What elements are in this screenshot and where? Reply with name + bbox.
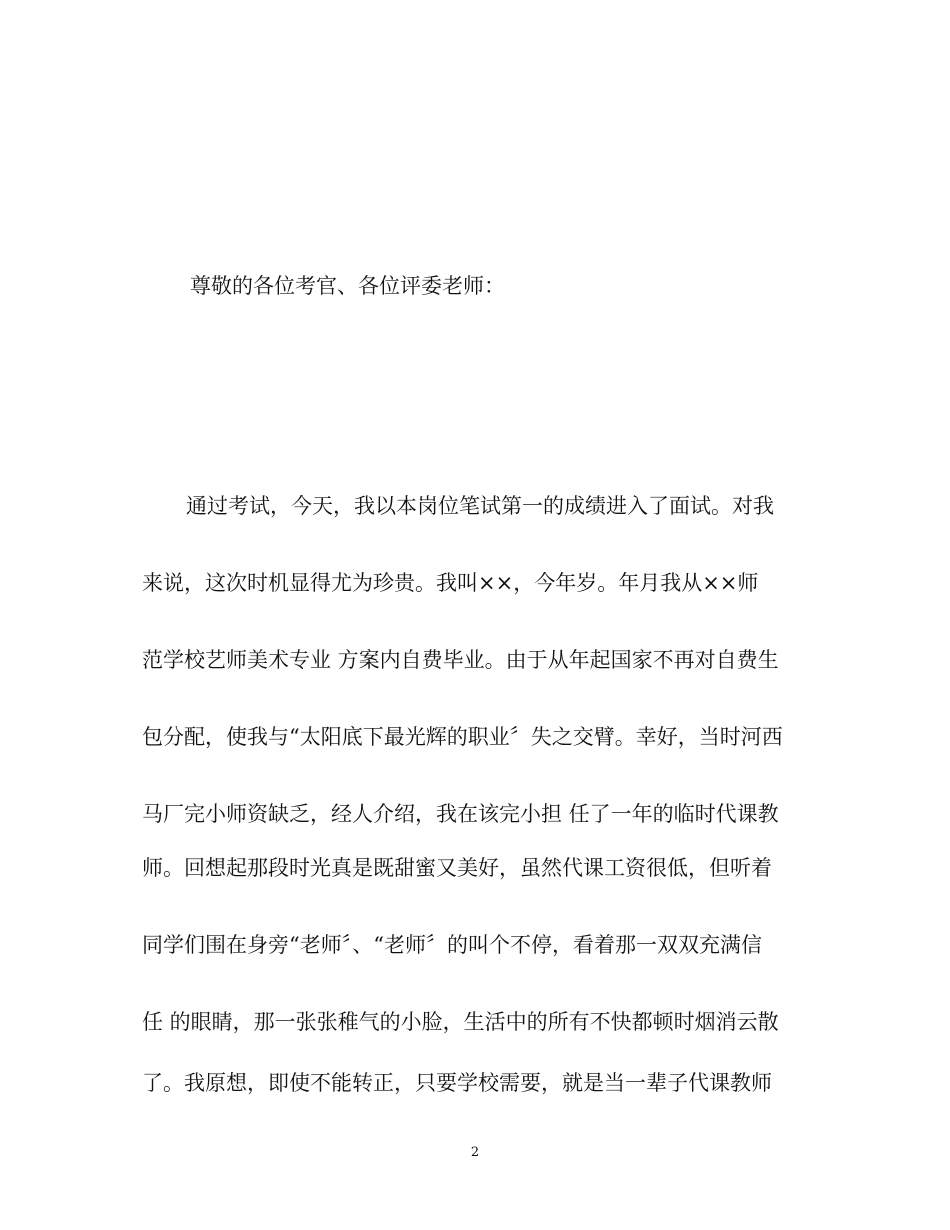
paragraph-line: 马厂完小师资缺乏，经人介绍，我在该完小担 任了一年的临时代课教	[142, 802, 779, 826]
page-number: 2	[470, 1145, 480, 1160]
salutation: 尊敬的各位考官、各位评委老师：	[190, 274, 505, 298]
paragraph-line: 范学校艺师美术专业 方案内自费毕业。由于从年起国家不再对自费生	[142, 648, 779, 672]
paragraph-line: 任 的眼睛，那一张张稚气的小脸，生活中的所有不快都顿时烟消云散	[142, 1010, 779, 1034]
paragraph-line: 来说，这次时机显得尤为珍贵。我叫××，今年岁。年月我从××师	[142, 571, 759, 595]
paragraph-line: 师。回想起那段时光真是既甜蜜又美好，虽然代课工资很低，但听着	[142, 856, 772, 880]
paragraph-line: 了。我原想，即使不能转正，只要学校需要，就是当一辈子代课教师	[142, 1071, 772, 1095]
paragraph-line: 同学们围在身旁“老师〞、“老师〞的叫个不停，看着那一双双充满信	[142, 933, 762, 957]
paragraph-line: 通过考试，今天，我以本岗位笔试第一的成绩进入了面试。对我	[186, 494, 774, 518]
paragraph-line: 包分配，使我与“太阳底下最光辉的职业〞失之交臂。幸好，当时河西	[142, 725, 783, 749]
